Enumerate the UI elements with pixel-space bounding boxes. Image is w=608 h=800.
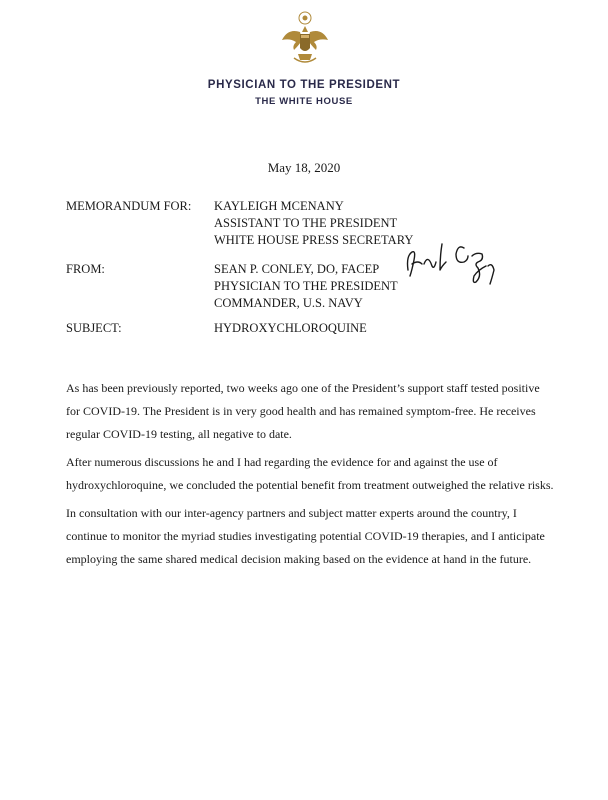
presidential-seal-icon	[280, 10, 330, 66]
letterhead-office-name: PHYSICIAN TO THE PRESIDENT	[207, 79, 401, 91]
signature-image	[402, 226, 512, 288]
memo-paragraph: After numerous discussions he and I had regarding the evidence for and against the use of hydroxychloroquine, we concluded the potential benefit from treatment outweighed the relative risks.	[66, 455, 554, 492]
memo-from-sender	[214, 261, 398, 312]
letterhead-office-sub: THE WHITE HOUSE	[255, 96, 353, 107]
memo-body	[66, 377, 556, 576]
memo-subject-label: SUBJECT:	[66, 321, 122, 335]
memo-for-line: WHITE HOUSE PRESS SECRETARY	[214, 233, 414, 247]
memo-from-line: COMMANDER, U.S. NAVY	[214, 296, 363, 310]
memo-for-label: MEMORANDUM FOR:	[66, 199, 192, 213]
memo-paragraph: As has been previously reported, two weeks ago one of the President’s support staff tested positive for COVID-19. The President is in very good health and has remained symptom-free. He receives regular COVID-19 testing, all negative to date.	[66, 381, 540, 441]
memo-for-recipient	[214, 198, 413, 249]
memo-from-label: FROM:	[66, 262, 105, 276]
memo-from-line: SEAN P. CONLEY, DO, FACEP	[214, 262, 380, 276]
memo-paragraph: In consultation with our inter-agency partners and subject matter experts around the country, I continue to monitor the myriad studies investigating potential COVID-19 therapies, and I anticipate employing the same shared medical decision making based on the evidence at hand in the future.	[66, 506, 545, 566]
memo-subject-value: HYDROXYCHLOROQUINE	[214, 321, 367, 335]
memo-date: May 18, 2020	[267, 160, 341, 175]
memo-from-line: PHYSICIAN TO THE PRESIDENT	[214, 279, 398, 293]
memo-for-line: ASSISTANT TO THE PRESIDENT	[214, 216, 398, 230]
memo-for-line: KAYLEIGH MCENANY	[214, 199, 344, 213]
